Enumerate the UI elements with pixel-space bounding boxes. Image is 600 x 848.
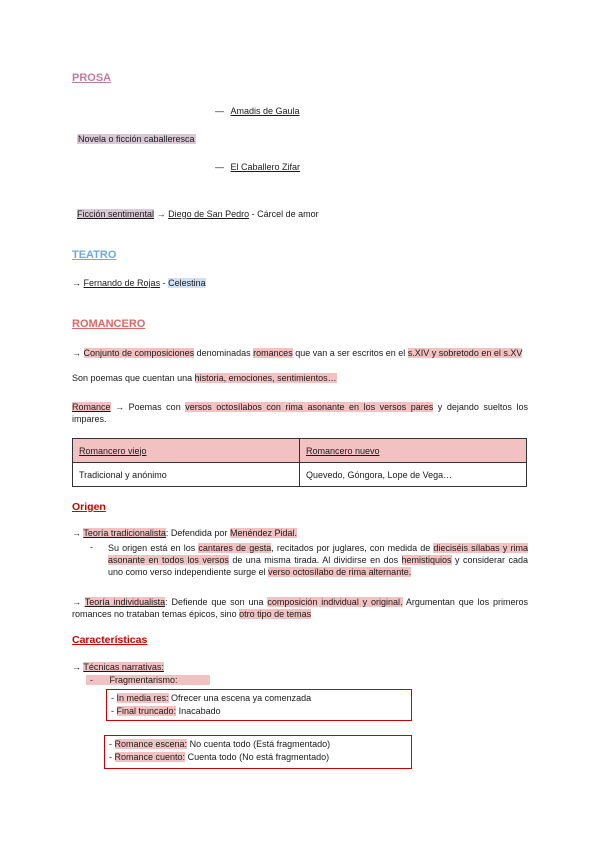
cell-nuevo: Quevedo, Góngora, Lope de Vega… — [300, 463, 527, 487]
carcel-work: - Cárcel de amor — [251, 209, 319, 219]
arrow: → — [72, 348, 81, 358]
text: → Poemas con — [115, 402, 181, 412]
text: Argumentan que los primeros romances no trataban temas épicos, sino — [72, 597, 528, 619]
bullet-dash: - — [109, 752, 112, 762]
dash: — — [215, 106, 224, 116]
hemistiquios-term: hemistiquios — [401, 555, 452, 565]
ficcion-line — [77, 209, 319, 219]
text: denominadas — [196, 348, 251, 358]
celestina-work: Celestina — [168, 278, 206, 288]
text: de una misma tirada. Al dividirse en dos — [232, 555, 399, 565]
romancero-heading: ROMANCERO — [72, 318, 146, 330]
text: y dejando sueltos los impares. — [72, 402, 528, 424]
text: : Defiende que son una — [165, 597, 264, 607]
list-item — [109, 738, 407, 751]
diego-author: Diego de San Pedro — [168, 209, 250, 219]
text: que van a ser escritos en el — [295, 348, 406, 358]
rojas-author: Fernando de Rojas — [83, 278, 161, 288]
individualista-label: Teoría individualista — [84, 597, 166, 607]
bullet-dash: - — [90, 675, 93, 685]
list-item — [111, 705, 407, 718]
text: Ofrecer una escena ya comenzada — [168, 693, 312, 703]
romance-definition — [72, 401, 528, 425]
romancero-table — [72, 438, 527, 487]
cell-viejo: Tradicional y anónimo — [73, 463, 300, 487]
versos-phrase: versos octosílabos con rima asonante en los versos pares — [185, 402, 434, 412]
octosilabo-phrase: verso octosílabo de rima alternante. — [268, 567, 412, 577]
final-truncado-label: Final truncado: — [116, 706, 177, 716]
dash: — — [215, 162, 224, 172]
fragmentarismo-line — [86, 675, 210, 685]
pidal-name: Menéndez Pidal. — [229, 528, 297, 538]
bullet-dash: - — [90, 542, 93, 552]
prosa-heading: PROSA — [72, 72, 112, 84]
fragmentarismo-box-2 — [104, 735, 412, 769]
teoria-tradicionalista-line — [72, 528, 297, 538]
romance-escena-label: Romance escena: — [114, 739, 188, 749]
origen-heading: Origen — [72, 501, 106, 513]
text: Cuenta todo (No está fragmentado) — [185, 752, 330, 762]
bullet-dash: - — [109, 739, 112, 749]
table-row — [73, 463, 527, 487]
table-row — [73, 439, 527, 463]
fragmentarismo-box-1 — [106, 689, 412, 721]
text: y considerar cada uno como verso independiente surge el — [108, 555, 528, 577]
romances-term: romances — [253, 348, 293, 358]
arrow: → — [72, 528, 81, 538]
text: No cuenta todo (Está fragmentado) — [187, 739, 331, 749]
bullet-dash: - — [111, 693, 114, 703]
header-viejo: Romancero viejo — [73, 439, 300, 463]
historia-phrase: historia, emociones, sentimientos… — [194, 373, 337, 383]
in-media-res-label: In media res: — [116, 693, 169, 703]
tradicionalista-label: Teoría tradicionalista — [83, 528, 166, 538]
tecnicas-label: Técnicas narrativas: — [83, 662, 164, 672]
text: : Defendida por — [165, 528, 228, 538]
cantares-phrase: cantares de gesta — [198, 543, 272, 553]
arrow: → — [72, 597, 81, 607]
romance-cuento-label: Romance cuento: — [114, 752, 186, 762]
amadis-line — [215, 106, 300, 116]
origen-bullet — [108, 542, 528, 578]
text: Son poemas que cuentan una — [72, 373, 193, 383]
caballero-title: El Caballero Zifar — [230, 162, 301, 172]
teatro-heading: TEATRO — [72, 249, 117, 261]
romance-term: Romance — [72, 402, 111, 412]
siglo-phrase: s.XIV y sobretodo en el s.XV — [407, 348, 523, 358]
arrow: → — [156, 209, 166, 219]
fragmentarismo-label: Fragmentarismo: — [109, 675, 178, 685]
teoria-individualista-para — [72, 596, 528, 620]
separator: - — [162, 278, 166, 288]
tecnicas-line — [72, 662, 164, 672]
ficcion-label: Ficción sentimental — [77, 209, 155, 219]
text: Su origen está en los — [108, 543, 196, 553]
romancero-paragraph-1 — [72, 347, 528, 359]
bullet-dash: - — [111, 706, 114, 716]
dieciseis-phrase: dieciséis sílabas y rima asonante en todos los versos — [108, 543, 528, 565]
romancero-paragraph-2 — [72, 373, 337, 383]
list-item — [109, 751, 407, 764]
composicion-phrase: composición individual y original. — [267, 597, 403, 607]
novela-label: Novela o ficción caballeresca — [78, 134, 195, 144]
text: , recitados por juglares, con medida de — [271, 543, 431, 553]
arrow: → — [72, 278, 81, 288]
arrow: → — [72, 662, 81, 672]
caballero-line — [215, 162, 300, 172]
conjunto-phrase: Conjunto de composiciones — [83, 348, 195, 358]
caracteristicas-heading: Características — [72, 634, 148, 646]
teatro-line — [72, 278, 206, 288]
list-item — [111, 692, 407, 705]
amadis-title: Amadis de Gaula — [230, 106, 300, 116]
text: Inacabado — [176, 706, 221, 716]
otro-tipo-phrase: otro tipo de temas — [239, 609, 312, 619]
header-nuevo: Romancero nuevo — [300, 439, 527, 463]
